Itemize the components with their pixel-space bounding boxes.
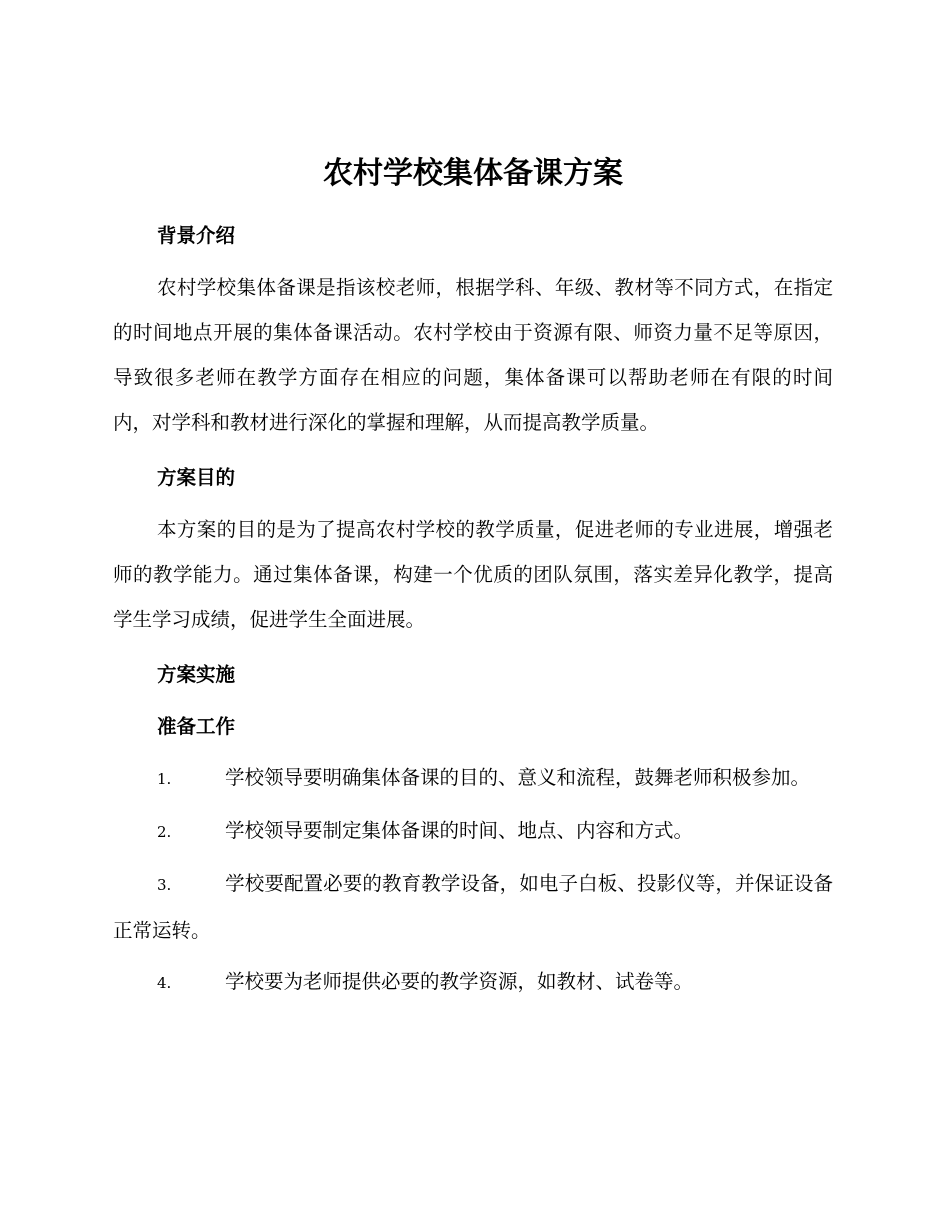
list-item-text: 学校要为老师提供必要的教学资源，如教材、试卷等。 — [225, 970, 694, 993]
document-body — [113, 148, 833, 1012]
paragraph-purpose: 本方案的目的是为了提高农村学校的教学质量，促进老师的专业进展，增强老师的教学能力。通过集体备课，构建一个优质的团队氛围，落实差异化教学，提高学生学习成绩，促进学生全面进展。 — [113, 518, 833, 631]
list-item-number: 2. — [157, 823, 172, 841]
list-item-number: 3. — [157, 876, 172, 894]
document-title: 农村学校集体备课方案 — [323, 156, 623, 191]
list-item — [113, 808, 833, 855]
section-heading-purpose: 方案目的 — [157, 466, 236, 489]
list-item-number: 1. — [157, 770, 172, 788]
list-item-text: 学校领导要制定集体备课的时间、地点、内容和方式。 — [225, 819, 694, 842]
paragraph-background: 农村学校集体备课是指该校老师，根据学科、年级、教材等不同方式，在指定的时间地点开展的集体备课活动。农村学校由于资源有限、师资力量不足等原因，导致很多老师在教学方面存在相应的问题，集体备课可以帮助老师在有限的时间内，对学科和教材进行深化的掌握和理解，从而提高教学质量。 — [113, 276, 833, 434]
section-heading-preparation: 准备工作 — [157, 715, 236, 738]
section-heading-background: 背景介绍 — [157, 224, 236, 247]
list-item-text: 学校要配置必要的教育教学设备，如电子白板、投影仪等，并保证设备正常运转。 — [113, 872, 833, 942]
list-item — [113, 959, 833, 1006]
list-item — [113, 861, 833, 953]
list-item-text: 学校领导要明确集体备课的目的、意义和流程，鼓舞老师积极参加。 — [225, 766, 811, 789]
list-item — [113, 755, 833, 802]
section-heading-implementation: 方案实施 — [157, 663, 236, 686]
list-item-number: 4. — [157, 974, 172, 992]
